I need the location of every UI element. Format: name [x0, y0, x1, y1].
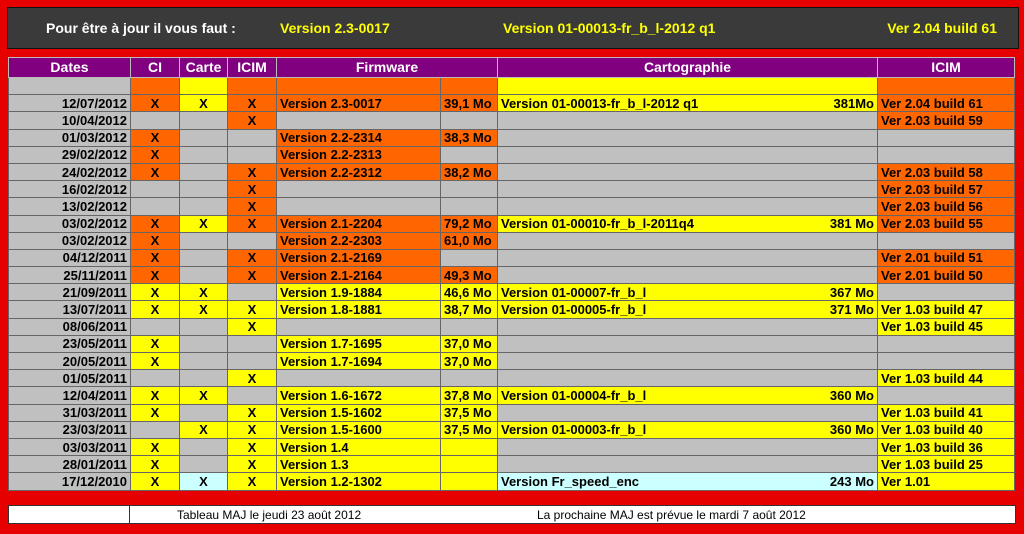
- summary-intro: Pour être à jour il vous faut :: [46, 20, 236, 36]
- cartography-cell: [498, 112, 878, 129]
- firmware-size-cell: [441, 318, 498, 335]
- ci-cell: X: [131, 301, 180, 318]
- table-row: [9, 335, 1015, 352]
- firmware-cell: Version 2.2-2312: [277, 163, 441, 180]
- icim-version-cell: [878, 353, 1015, 370]
- carte-cell: [180, 181, 228, 198]
- icim-cell: X: [228, 421, 277, 438]
- icim-version-cell: Ver 1.03 build 40: [878, 421, 1015, 438]
- firmware-size-cell: [441, 473, 498, 490]
- ci-cell: X: [131, 232, 180, 249]
- table-row: [9, 353, 1015, 370]
- firmware-cell: Version 1.7-1694: [277, 353, 441, 370]
- icim-version-cell: [878, 129, 1015, 146]
- ci-cell: X: [131, 284, 180, 301]
- cartography-cell: [498, 387, 878, 404]
- carte-cell: [180, 353, 228, 370]
- cartography-version: Version 01-00007-fr_b_l: [501, 284, 647, 300]
- column-header-icim-version: ICIM: [878, 58, 1015, 78]
- table-row: [9, 318, 1015, 335]
- icim-cell: [228, 232, 277, 249]
- icim-cell: X: [228, 112, 277, 129]
- carte-cell: [180, 78, 228, 95]
- summary-icim: Ver 2.04 build 61: [887, 20, 997, 36]
- cartography-cell: [498, 163, 878, 180]
- date-cell: 24/02/2012: [9, 163, 131, 180]
- table-header-row: [9, 58, 1015, 78]
- firmware-size-cell: 49,3 Mo: [441, 267, 498, 284]
- cartography-size: 367 Mo: [829, 284, 874, 300]
- firmware-cell: [277, 181, 441, 198]
- firmware-size-cell: [441, 78, 498, 95]
- cartography-version: Version 01-00010-fr_b_l-2011q4: [501, 216, 694, 232]
- cartography-version: Version 01-00003-fr_b_l: [501, 422, 647, 438]
- table-row: [9, 301, 1015, 318]
- cartography-cell: [498, 370, 878, 387]
- cartography-cell: [498, 146, 878, 163]
- table-row: [9, 370, 1015, 387]
- icim-cell: X: [228, 456, 277, 473]
- icim-version-cell: Ver 1.03 build 25: [878, 456, 1015, 473]
- date-cell: 03/03/2011: [9, 438, 131, 455]
- firmware-cell: Version 1.6-1672: [277, 387, 441, 404]
- ci-cell: X: [131, 95, 180, 112]
- ci-cell: X: [131, 353, 180, 370]
- ci-cell: [131, 318, 180, 335]
- table-row: [9, 473, 1015, 490]
- firmware-cell: Version 2.1-2204: [277, 215, 441, 232]
- footer-last-update: Tableau MAJ le jeudi 23 août 2012: [177, 508, 362, 522]
- icim-version-cell: [878, 387, 1015, 404]
- date-cell: 21/09/2011: [9, 284, 131, 301]
- icim-version-cell: Ver 1.03 build 47: [878, 301, 1015, 318]
- column-header-ci: CI: [131, 58, 180, 78]
- firmware-cell: Version 1.7-1695: [277, 335, 441, 352]
- icim-cell: X: [228, 438, 277, 455]
- carte-cell: [180, 198, 228, 215]
- carte-cell: [180, 267, 228, 284]
- icim-version-cell: Ver 1.03 build 41: [878, 404, 1015, 421]
- table-row: [9, 232, 1015, 249]
- carte-cell: [180, 146, 228, 163]
- firmware-size-cell: 37,0 Mo: [441, 353, 498, 370]
- icim-cell: [228, 284, 277, 301]
- table-row: [9, 95, 1015, 112]
- ci-cell: [131, 112, 180, 129]
- footer-next-update: La prochaine MAJ est prévue le mardi 7 août 2012: [537, 508, 806, 522]
- column-header-cartographie: Cartographie: [498, 58, 878, 78]
- cartography-size: 243 Mo: [829, 473, 874, 489]
- icim-version-cell: [878, 78, 1015, 95]
- cartography-cell: [498, 473, 878, 490]
- icim-version-cell: [878, 335, 1015, 352]
- footer-bar: [8, 505, 1016, 524]
- icim-cell: X: [228, 215, 277, 232]
- firmware-size-cell: 37,8 Mo: [441, 387, 498, 404]
- icim-version-cell: Ver 2.01 build 51: [878, 249, 1015, 266]
- icim-version-cell: Ver 1.03 build 36: [878, 438, 1015, 455]
- table-row: [9, 112, 1015, 129]
- icim-cell: X: [228, 370, 277, 387]
- cartography-cell: [498, 284, 878, 301]
- table-row: [9, 404, 1015, 421]
- firmware-size-cell: [441, 456, 498, 473]
- icim-cell: X: [228, 181, 277, 198]
- firmware-size-cell: [441, 198, 498, 215]
- date-cell: 03/02/2012: [9, 232, 131, 249]
- cartography-size: 360 Mo: [829, 422, 874, 438]
- ci-cell: X: [131, 163, 180, 180]
- icim-cell: X: [228, 198, 277, 215]
- ci-cell: X: [131, 267, 180, 284]
- firmware-cell: Version 2.2-2313: [277, 146, 441, 163]
- icim-cell: X: [228, 163, 277, 180]
- firmware-size-cell: 37,5 Mo: [441, 404, 498, 421]
- date-cell: [9, 78, 131, 95]
- firmware-cell: Version 1.2-1302: [277, 473, 441, 490]
- icim-version-cell: Ver 1.01: [878, 473, 1015, 490]
- date-cell: 28/01/2011: [9, 456, 131, 473]
- cartography-size: 381 Mo: [829, 216, 874, 232]
- firmware-size-cell: 38,3 Mo: [441, 129, 498, 146]
- icim-cell: [228, 146, 277, 163]
- carte-cell: [180, 249, 228, 266]
- ci-cell: X: [131, 387, 180, 404]
- firmware-size-cell: [441, 249, 498, 266]
- firmware-cell: [277, 370, 441, 387]
- table-row: [9, 284, 1015, 301]
- firmware-size-cell: 37,5 Mo: [441, 421, 498, 438]
- table-row: [9, 146, 1015, 163]
- cartography-cell: [498, 353, 878, 370]
- cartography-cell: [498, 129, 878, 146]
- date-cell: 08/06/2011: [9, 318, 131, 335]
- icim-cell: [228, 129, 277, 146]
- carte-cell: X: [180, 387, 228, 404]
- table-body: [9, 78, 1015, 491]
- cartography-version: Version 01-00013-fr_b_l-2012 q1: [501, 95, 699, 111]
- icim-cell: [228, 335, 277, 352]
- date-cell: 12/04/2011: [9, 387, 131, 404]
- firmware-size-cell: 79,2 Mo: [441, 215, 498, 232]
- update-table: [8, 57, 1015, 491]
- ci-cell: [131, 198, 180, 215]
- ci-cell: X: [131, 249, 180, 266]
- date-cell: 01/03/2012: [9, 129, 131, 146]
- firmware-size-cell: [441, 438, 498, 455]
- table-row: [9, 387, 1015, 404]
- icim-version-cell: Ver 2.03 build 59: [878, 112, 1015, 129]
- ci-cell: X: [131, 129, 180, 146]
- icim-version-cell: [878, 284, 1015, 301]
- carte-cell: X: [180, 301, 228, 318]
- date-cell: 20/05/2011: [9, 353, 131, 370]
- firmware-size-cell: 39,1 Mo: [441, 95, 498, 112]
- icim-cell: X: [228, 267, 277, 284]
- cartography-cell: [498, 78, 878, 95]
- date-cell: 16/02/2012: [9, 181, 131, 198]
- carte-cell: X: [180, 421, 228, 438]
- table-row: [9, 421, 1015, 438]
- date-cell: 23/05/2011: [9, 335, 131, 352]
- column-header-carte: Carte: [180, 58, 228, 78]
- table-row: [9, 215, 1015, 232]
- date-cell: 25/11/2011: [9, 267, 131, 284]
- footer-empty-cell: [9, 506, 130, 523]
- table-row: [9, 267, 1015, 284]
- firmware-cell: Version 2.2-2314: [277, 129, 441, 146]
- cartography-version: Version 01-00005-fr_b_l: [501, 302, 647, 318]
- icim-version-cell: Ver 1.03 build 45: [878, 318, 1015, 335]
- cartography-version: Version Fr_speed_enc: [501, 473, 640, 489]
- carte-cell: X: [180, 215, 228, 232]
- firmware-size-cell: [441, 112, 498, 129]
- cartography-cell: [498, 456, 878, 473]
- date-cell: 01/05/2011: [9, 370, 131, 387]
- carte-cell: [180, 232, 228, 249]
- icim-cell: [228, 78, 277, 95]
- carte-cell: [180, 129, 228, 146]
- icim-cell: [228, 387, 277, 404]
- table-row: [9, 198, 1015, 215]
- cartography-size: 360 Mo: [829, 387, 874, 403]
- firmware-cell: [277, 198, 441, 215]
- firmware-cell: Version 2.1-2164: [277, 267, 441, 284]
- table-row: [9, 456, 1015, 473]
- date-cell: 03/02/2012: [9, 215, 131, 232]
- icim-version-cell: [878, 146, 1015, 163]
- cartography-cell: [498, 335, 878, 352]
- icim-cell: X: [228, 95, 277, 112]
- icim-cell: X: [228, 318, 277, 335]
- icim-version-cell: Ver 2.04 build 61: [878, 95, 1015, 112]
- ci-cell: [131, 78, 180, 95]
- date-cell: 13/07/2011: [9, 301, 131, 318]
- icim-version-cell: Ver 2.03 build 57: [878, 181, 1015, 198]
- ci-cell: X: [131, 335, 180, 352]
- firmware-size-cell: 46,6 Mo: [441, 284, 498, 301]
- firmware-cell: [277, 318, 441, 335]
- cartography-cell: [498, 301, 878, 318]
- firmware-cell: Version 1.9-1884: [277, 284, 441, 301]
- cartography-cell: [498, 404, 878, 421]
- date-cell: 17/12/2010: [9, 473, 131, 490]
- firmware-size-cell: [441, 370, 498, 387]
- carte-cell: [180, 370, 228, 387]
- icim-cell: X: [228, 301, 277, 318]
- cartography-cell: [498, 421, 878, 438]
- icim-version-cell: Ver 2.03 build 58: [878, 163, 1015, 180]
- ci-cell: [131, 421, 180, 438]
- table-row: [9, 181, 1015, 198]
- carte-cell: [180, 456, 228, 473]
- ci-cell: [131, 181, 180, 198]
- cartography-cell: [498, 438, 878, 455]
- icim-cell: X: [228, 404, 277, 421]
- firmware-cell: Version 1.3: [277, 456, 441, 473]
- firmware-cell: Version 1.4: [277, 438, 441, 455]
- summary-cartography: Version 01-00013-fr_b_l-2012 q1: [503, 20, 716, 36]
- cartography-cell: [498, 232, 878, 249]
- date-cell: 23/03/2011: [9, 421, 131, 438]
- firmware-size-cell: [441, 181, 498, 198]
- table-row: [9, 163, 1015, 180]
- summary-bar: [7, 7, 1019, 49]
- column-header-icim: ICIM: [228, 58, 277, 78]
- firmware-cell: [277, 78, 441, 95]
- cartography-cell: [498, 95, 878, 112]
- date-cell: 31/03/2011: [9, 404, 131, 421]
- table-row: [9, 78, 1015, 95]
- carte-cell: [180, 438, 228, 455]
- cartography-cell: [498, 249, 878, 266]
- ci-cell: X: [131, 473, 180, 490]
- icim-version-cell: Ver 2.01 build 50: [878, 267, 1015, 284]
- firmware-cell: Version 2.1-2169: [277, 249, 441, 266]
- firmware-size-cell: 61,0 Mo: [441, 232, 498, 249]
- icim-version-cell: Ver 2.03 build 56: [878, 198, 1015, 215]
- icim-version-cell: Ver 1.03 build 44: [878, 370, 1015, 387]
- carte-cell: [180, 163, 228, 180]
- icim-version-cell: Ver 2.03 build 55: [878, 215, 1015, 232]
- firmware-size-cell: 37,0 Mo: [441, 335, 498, 352]
- firmware-size-cell: 38,2 Mo: [441, 163, 498, 180]
- ci-cell: X: [131, 456, 180, 473]
- ci-cell: X: [131, 215, 180, 232]
- firmware-cell: Version 2.2-2303: [277, 232, 441, 249]
- summary-firmware: Version 2.3-0017: [280, 20, 390, 36]
- firmware-size-cell: 38,7 Mo: [441, 301, 498, 318]
- column-header-firmware: Firmware: [277, 58, 498, 78]
- date-cell: 12/07/2012: [9, 95, 131, 112]
- date-cell: 29/02/2012: [9, 146, 131, 163]
- carte-cell: [180, 404, 228, 421]
- icim-cell: X: [228, 249, 277, 266]
- cartography-size: 371 Mo: [829, 302, 874, 318]
- table-row: [9, 249, 1015, 266]
- carte-cell: [180, 112, 228, 129]
- icim-cell: X: [228, 473, 277, 490]
- cartography-cell: [498, 198, 878, 215]
- cartography-cell: [498, 318, 878, 335]
- cartography-cell: [498, 267, 878, 284]
- cartography-version: Version 01-00004-fr_b_l: [501, 387, 647, 403]
- ci-cell: [131, 370, 180, 387]
- carte-cell: X: [180, 473, 228, 490]
- ci-cell: X: [131, 146, 180, 163]
- column-header-dates: Dates: [9, 58, 131, 78]
- carte-cell: X: [180, 95, 228, 112]
- ci-cell: X: [131, 404, 180, 421]
- table-row: [9, 129, 1015, 146]
- date-cell: 04/12/2011: [9, 249, 131, 266]
- firmware-cell: Version 1.5-1600: [277, 421, 441, 438]
- firmware-size-cell: [441, 146, 498, 163]
- cartography-cell: [498, 215, 878, 232]
- carte-cell: [180, 335, 228, 352]
- cartography-cell: [498, 181, 878, 198]
- table-row: [9, 438, 1015, 455]
- ci-cell: X: [131, 438, 180, 455]
- date-cell: 13/02/2012: [9, 198, 131, 215]
- icim-cell: [228, 353, 277, 370]
- cartography-size: 381Mo: [833, 95, 874, 111]
- date-cell: 10/04/2012: [9, 112, 131, 129]
- icim-version-cell: [878, 232, 1015, 249]
- carte-cell: X: [180, 284, 228, 301]
- firmware-cell: Version 1.5-1602: [277, 404, 441, 421]
- firmware-cell: Version 1.8-1881: [277, 301, 441, 318]
- firmware-cell: [277, 112, 441, 129]
- firmware-cell: Version 2.3-0017: [277, 95, 441, 112]
- carte-cell: [180, 318, 228, 335]
